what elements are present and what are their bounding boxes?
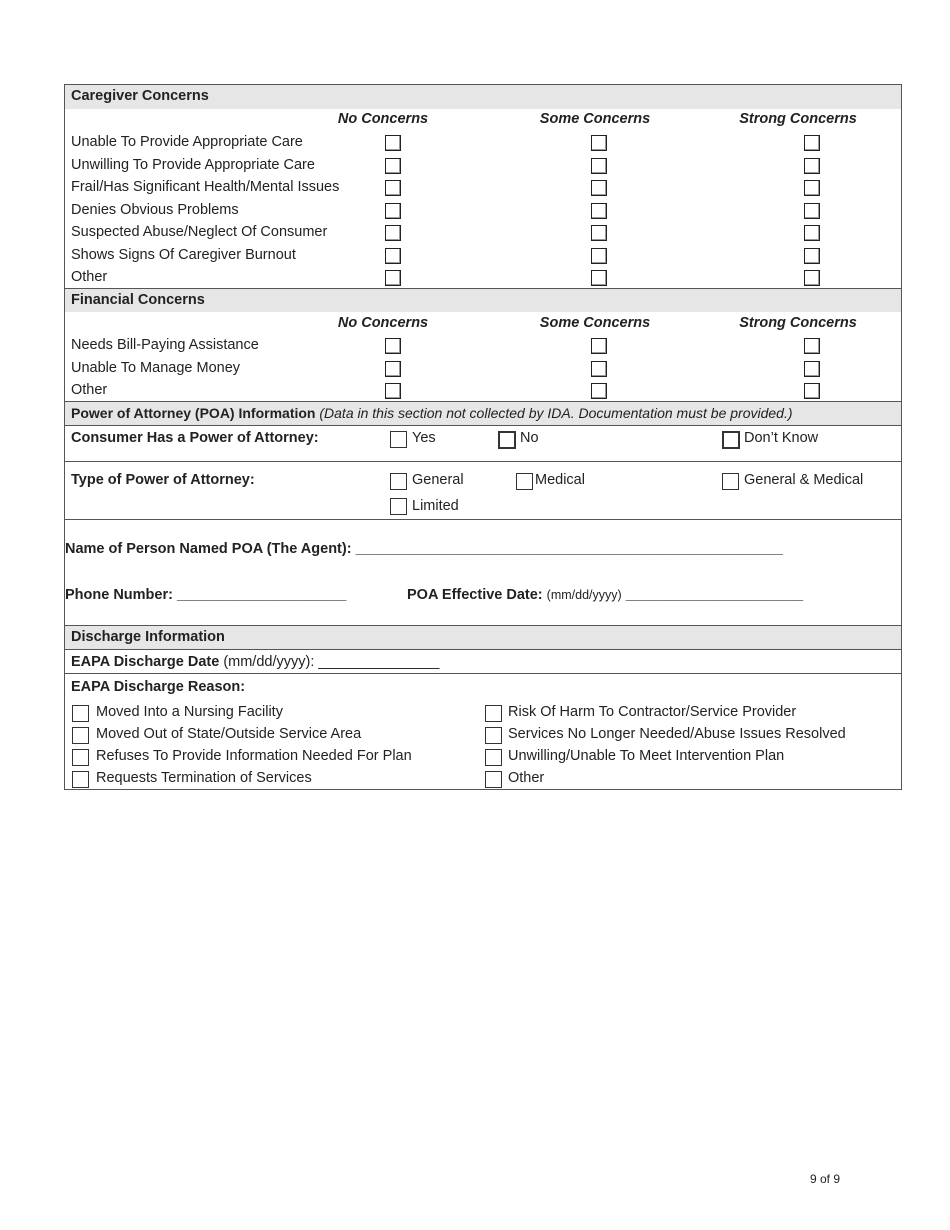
financial-concerns-header: Financial Concerns xyxy=(65,289,901,312)
divider xyxy=(65,673,901,674)
phone-field[interactable] xyxy=(65,587,346,603)
discharge-reason-label: Risk Of Harm To Contractor/Service Provider xyxy=(508,704,797,720)
poa-type-general-checkbox[interactable] xyxy=(390,473,407,490)
concern-some-checkbox[interactable] xyxy=(591,203,607,219)
concern-some-checkbox[interactable] xyxy=(591,158,607,174)
concern-no-checkbox[interactable] xyxy=(385,338,401,354)
discharge-reason-label: Services No Longer Needed/Abuse Issues Resolved xyxy=(508,726,846,742)
discharge-reason-label: Other xyxy=(508,770,545,786)
concern-strong-checkbox[interactable] xyxy=(804,135,820,151)
concern-some-checkbox[interactable] xyxy=(591,383,607,399)
poa-header xyxy=(65,402,901,425)
concern-item-label: Unable To Manage Money xyxy=(71,359,241,376)
poa-type-medical-label: Medical xyxy=(535,472,585,488)
concern-no-checkbox[interactable] xyxy=(385,383,401,399)
concern-some-checkbox[interactable] xyxy=(591,338,607,354)
discharge-reason-checkbox[interactable] xyxy=(72,727,89,744)
concern-no-checkbox[interactable] xyxy=(385,248,401,264)
discharge-reason-checkbox[interactable] xyxy=(72,749,89,766)
discharge-header: Discharge Information xyxy=(65,626,901,649)
poa-type-general-label: General xyxy=(412,472,464,488)
discharge-reason-label: Unwilling/Unable To Meet Intervention Plan xyxy=(508,748,785,764)
col-some-concerns: Some Concerns xyxy=(539,111,651,127)
concern-strong-checkbox[interactable] xyxy=(804,361,820,377)
concern-strong-checkbox[interactable] xyxy=(804,180,820,196)
concern-strong-checkbox[interactable] xyxy=(804,248,820,264)
agent-name-field[interactable] xyxy=(65,541,783,557)
concern-strong-checkbox[interactable] xyxy=(804,158,820,174)
concern-no-checkbox[interactable] xyxy=(385,270,401,286)
phone-blank[interactable]: _____________________ xyxy=(176,587,347,603)
discharge-reason-label: Requests Termination of Services xyxy=(96,770,312,786)
divider xyxy=(65,461,901,462)
has-poa-yes-checkbox[interactable] xyxy=(390,431,407,448)
concern-no-checkbox[interactable] xyxy=(385,225,401,241)
discharge-reason-checkbox[interactable] xyxy=(72,771,89,788)
concern-item-label: Suspected Abuse/Neglect Of Consumer xyxy=(71,224,328,240)
concern-no-checkbox[interactable] xyxy=(385,203,401,219)
concern-item-label: Other xyxy=(71,382,108,398)
concern-strong-checkbox[interactable] xyxy=(804,270,820,286)
concern-item-label: Other xyxy=(71,269,108,285)
concern-strong-checkbox[interactable] xyxy=(804,383,820,399)
discharge-date-blank[interactable]: _______________ xyxy=(318,654,440,670)
has-poa-dont-know-checkbox[interactable] xyxy=(722,431,740,449)
concern-no-checkbox[interactable] xyxy=(385,158,401,174)
has-poa-label: Consumer Has a Power of Attorney: xyxy=(71,430,319,446)
poa-date-label: POA Effective Date: xyxy=(407,587,543,603)
has-poa-dont-know-label: Don’t Know xyxy=(744,430,819,446)
concern-some-checkbox[interactable] xyxy=(591,135,607,151)
discharge-date-format: (mm/dd/yyyy): xyxy=(223,654,315,670)
col-strong-concerns: Strong Concerns xyxy=(739,111,857,127)
discharge-reason-label: Refuses To Provide Information Needed For Plan xyxy=(96,748,412,764)
divider xyxy=(65,649,901,650)
discharge-reason-checkbox[interactable] xyxy=(485,749,502,766)
concern-strong-checkbox[interactable] xyxy=(804,338,820,354)
discharge-reason-label: Moved Into a Nursing Facility xyxy=(96,704,283,720)
divider xyxy=(65,425,901,426)
poa-type-general-medical-label: General & Medical xyxy=(744,472,864,488)
divider xyxy=(65,519,901,520)
has-poa-no-checkbox[interactable] xyxy=(498,431,516,449)
discharge-reason-label: EAPA Discharge Reason: xyxy=(71,679,246,695)
has-poa-yes-label: Yes xyxy=(412,430,436,446)
poa-note: (Data in this section not collected by IDA. Documentation must be provided.) xyxy=(319,405,793,421)
concern-some-checkbox[interactable] xyxy=(591,248,607,264)
concern-item-label: Unwilling To Provide Appropriate Care xyxy=(71,156,315,173)
has-poa-no-label: No xyxy=(520,430,539,446)
poa-date-format: (mm/dd/yyyy) xyxy=(546,588,622,602)
concern-some-checkbox[interactable] xyxy=(591,270,607,286)
concern-item-label: Shows Signs Of Caregiver Burnout xyxy=(71,246,296,263)
discharge-reason-label: Moved Out of State/Outside Service Area xyxy=(96,726,362,742)
col-no-concerns: No Concerns xyxy=(337,111,429,127)
poa-type-general-medical-checkbox[interactable] xyxy=(722,473,739,490)
concern-strong-checkbox[interactable] xyxy=(804,203,820,219)
poa-type-label: Type of Power of Attorney: xyxy=(71,472,255,488)
concern-item-label: Frail/Has Significant Health/Mental Issues xyxy=(71,179,340,195)
caregiver-concerns-header: Caregiver Concerns xyxy=(65,85,901,109)
col-strong-concerns: Strong Concerns xyxy=(739,315,857,331)
concern-some-checkbox[interactable] xyxy=(591,361,607,377)
poa-effective-date-field[interactable] xyxy=(407,587,803,603)
agent-name-label: Name of Person Named POA (The Agent): xyxy=(65,541,352,557)
agent-name-blank[interactable]: _____________________________________________________ xyxy=(355,541,783,557)
concern-no-checkbox[interactable] xyxy=(385,361,401,377)
assessment-form xyxy=(64,84,902,790)
discharge-reason-checkbox[interactable] xyxy=(485,771,502,788)
poa-type-medical-checkbox[interactable] xyxy=(516,473,533,490)
poa-date-blank[interactable]: ______________________ xyxy=(625,587,804,603)
poa-type-limited-checkbox[interactable] xyxy=(390,498,407,515)
concern-no-checkbox[interactable] xyxy=(385,180,401,196)
discharge-date-label: EAPA Discharge Date xyxy=(71,654,220,670)
concern-no-checkbox[interactable] xyxy=(385,135,401,151)
concern-some-checkbox[interactable] xyxy=(591,180,607,196)
page-number: 9 of 9 xyxy=(810,1172,841,1186)
discharge-date-field[interactable] xyxy=(71,654,439,670)
concern-some-checkbox[interactable] xyxy=(591,225,607,241)
concern-item-label: Unable To Provide Appropriate Care xyxy=(71,134,303,150)
discharge-reason-checkbox[interactable] xyxy=(485,727,502,744)
col-some-concerns: Some Concerns xyxy=(539,315,651,331)
concern-strong-checkbox[interactable] xyxy=(804,225,820,241)
poa-title: Power of Attorney (POA) Information xyxy=(71,405,316,421)
discharge-reason-checkbox[interactable] xyxy=(485,705,502,722)
phone-label: Phone Number: xyxy=(65,587,173,603)
concern-item-label: Needs Bill-Paying Assistance xyxy=(71,337,259,353)
concern-item-label: Denies Obvious Problems xyxy=(71,201,239,218)
col-no-concerns: No Concerns xyxy=(337,315,429,331)
discharge-reason-checkbox[interactable] xyxy=(72,705,89,722)
poa-type-limited-label: Limited xyxy=(412,498,459,514)
